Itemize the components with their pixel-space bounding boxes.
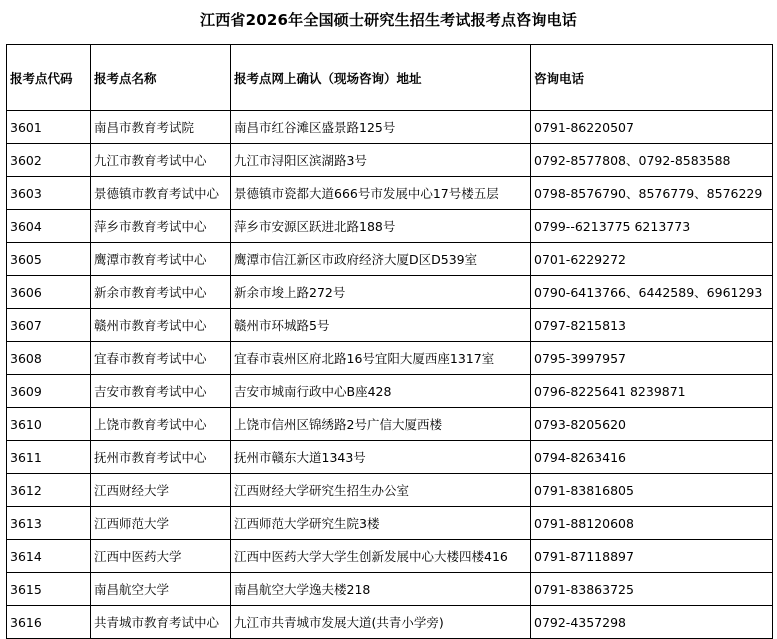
cell-site-code: 3604 bbox=[7, 210, 91, 243]
cell-contact-phone: 0797-8215813 bbox=[531, 309, 773, 342]
table-row bbox=[7, 375, 773, 408]
cell-site-code: 3606 bbox=[7, 276, 91, 309]
cell-site-name: 赣州市教育考试中心 bbox=[91, 309, 231, 342]
cell-site-address: 抚州市赣东大道1343号 bbox=[231, 441, 531, 474]
cell-site-code: 3610 bbox=[7, 408, 91, 441]
header-site-code: 报考点代码 bbox=[7, 45, 91, 111]
cell-site-code: 3609 bbox=[7, 375, 91, 408]
table-row bbox=[7, 474, 773, 507]
cell-site-name: 南昌市教育考试院 bbox=[91, 111, 231, 144]
cell-site-name: 宜春市教育考试中心 bbox=[91, 342, 231, 375]
cell-site-address: 赣州市环城路5号 bbox=[231, 309, 531, 342]
cell-site-address: 南昌航空大学逸夫楼218 bbox=[231, 573, 531, 606]
cell-site-address: 江西财经大学研究生招生办公室 bbox=[231, 474, 531, 507]
table-row bbox=[7, 441, 773, 474]
cell-site-code: 3612 bbox=[7, 474, 91, 507]
table-row bbox=[7, 177, 773, 210]
cell-site-name: 新余市教育考试中心 bbox=[91, 276, 231, 309]
cell-site-address: 萍乡市安源区跃进北路188号 bbox=[231, 210, 531, 243]
cell-site-name: 江西师范大学 bbox=[91, 507, 231, 540]
table-row bbox=[7, 276, 773, 309]
cell-contact-phone: 0791-86220507 bbox=[531, 111, 773, 144]
table-row bbox=[7, 507, 773, 540]
table-row bbox=[7, 573, 773, 606]
cell-contact-phone: 0793-8205620 bbox=[531, 408, 773, 441]
cell-site-name: 上饶市教育考试中心 bbox=[91, 408, 231, 441]
cell-site-name: 共青城市教育考试中心 bbox=[91, 606, 231, 639]
header-site-name: 报考点名称 bbox=[91, 45, 231, 111]
cell-site-address: 上饶市信州区锦绣路2号广信大厦西楼 bbox=[231, 408, 531, 441]
cell-contact-phone: 0794-8263416 bbox=[531, 441, 773, 474]
cell-site-address: 新余市埈上路272号 bbox=[231, 276, 531, 309]
cell-site-name: 抚州市教育考试中心 bbox=[91, 441, 231, 474]
table-row bbox=[7, 111, 773, 144]
cell-site-address: 宜春市袁州区府北路16号宜阳大厦西座1317室 bbox=[231, 342, 531, 375]
cell-site-code: 3613 bbox=[7, 507, 91, 540]
cell-site-address: 九江市共青城市发展大道(共青小学旁) bbox=[231, 606, 531, 639]
cell-site-code: 3607 bbox=[7, 309, 91, 342]
cell-contact-phone: 0791-88120608 bbox=[531, 507, 773, 540]
cell-site-address: 江西中医药大学大学生创新发展中心大楼四楼416 bbox=[231, 540, 531, 573]
header-contact-phone: 咨询电话 bbox=[531, 45, 773, 111]
table-row bbox=[7, 606, 773, 639]
cell-site-address: 景德镇市瓷都大道666号市发展中心17号楼五层 bbox=[231, 177, 531, 210]
table-row bbox=[7, 210, 773, 243]
cell-contact-phone: 0790-6413766、6442589、6961293 bbox=[531, 276, 773, 309]
header-site-address: 报考点网上确认（现场咨询）地址 bbox=[231, 45, 531, 111]
cell-site-code: 3611 bbox=[7, 441, 91, 474]
table-header-row bbox=[7, 45, 773, 111]
table-row bbox=[7, 144, 773, 177]
cell-site-address: 吉安市城南行政中心B座428 bbox=[231, 375, 531, 408]
cell-site-name: 鹰潭市教育考试中心 bbox=[91, 243, 231, 276]
cell-site-code: 3602 bbox=[7, 144, 91, 177]
table-row bbox=[7, 408, 773, 441]
cell-contact-phone: 0791-83816805 bbox=[531, 474, 773, 507]
cell-site-address: 江西师范大学研究生院3楼 bbox=[231, 507, 531, 540]
cell-site-name: 江西中医药大学 bbox=[91, 540, 231, 573]
cell-site-address: 鹰潭市信江新区市政府经济大厦D区D539室 bbox=[231, 243, 531, 276]
cell-site-name: 景德镇市教育考试中心 bbox=[91, 177, 231, 210]
cell-site-code: 3603 bbox=[7, 177, 91, 210]
cell-site-name: 萍乡市教育考试中心 bbox=[91, 210, 231, 243]
cell-site-code: 3616 bbox=[7, 606, 91, 639]
cell-contact-phone: 0701-6229272 bbox=[531, 243, 773, 276]
cell-contact-phone: 0795-3997957 bbox=[531, 342, 773, 375]
table-row bbox=[7, 342, 773, 375]
cell-contact-phone: 0799--6213775 6213773 bbox=[531, 210, 773, 243]
cell-contact-phone: 0791-83863725 bbox=[531, 573, 773, 606]
cell-site-name: 吉安市教育考试中心 bbox=[91, 375, 231, 408]
table-row bbox=[7, 309, 773, 342]
cell-site-code: 3605 bbox=[7, 243, 91, 276]
cell-site-code: 3614 bbox=[7, 540, 91, 573]
document-title: 江西省2026年全国硕士研究生招生考试报考点咨询电话 bbox=[200, 11, 577, 29]
exam-site-contact-table bbox=[6, 44, 773, 639]
cell-site-name: 江西财经大学 bbox=[91, 474, 231, 507]
cell-contact-phone: 0792-8577808、0792-8583588 bbox=[531, 144, 773, 177]
cell-site-code: 3608 bbox=[7, 342, 91, 375]
cell-site-code: 3601 bbox=[7, 111, 91, 144]
table-row bbox=[7, 243, 773, 276]
cell-site-address: 南昌市红谷滩区盛景路125号 bbox=[231, 111, 531, 144]
cell-site-name: 南昌航空大学 bbox=[91, 573, 231, 606]
cell-contact-phone: 0796-8225641 8239871 bbox=[531, 375, 773, 408]
table-row bbox=[7, 540, 773, 573]
cell-site-name: 九江市教育考试中心 bbox=[91, 144, 231, 177]
cell-contact-phone: 0798-8576790、8576779、8576229 bbox=[531, 177, 773, 210]
cell-site-address: 九江市浔阳区滨湖路3号 bbox=[231, 144, 531, 177]
cell-contact-phone: 0792-4357298 bbox=[531, 606, 773, 639]
cell-site-code: 3615 bbox=[7, 573, 91, 606]
cell-contact-phone: 0791-87118897 bbox=[531, 540, 773, 573]
